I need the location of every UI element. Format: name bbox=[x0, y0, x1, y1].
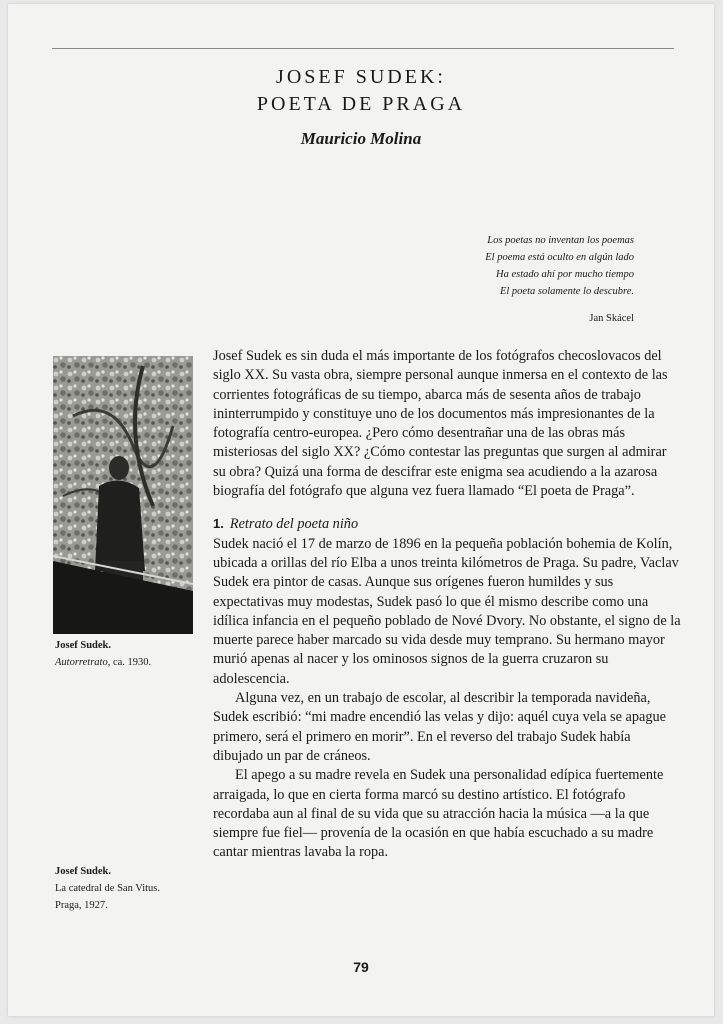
section-title: Retrato del poeta niño bbox=[229, 516, 359, 533]
epigraph-line: El poema está oculto en algún lado bbox=[485, 252, 634, 263]
caption-work-title: Autorretrato bbox=[55, 657, 108, 668]
photo-caption-2 bbox=[55, 863, 160, 914]
caption-work-title: La catedral de San Vitus. bbox=[55, 883, 161, 894]
epigraph-line: Ha estado ahí por mucho tiempo bbox=[496, 269, 634, 280]
page-number: 79 bbox=[353, 959, 369, 975]
title-line-2: POETA DE PRAGA bbox=[256, 93, 466, 115]
caption-photographer: Josef Sudek. bbox=[55, 866, 112, 877]
article-author: Mauricio Molina bbox=[300, 129, 422, 148]
self-portrait-photo bbox=[53, 356, 193, 634]
article-body bbox=[213, 347, 681, 863]
epigraph-line: Los poetas no inventan los poemas bbox=[487, 235, 634, 246]
book-page bbox=[8, 4, 714, 1016]
caption-date: , ca. 1930. bbox=[107, 657, 152, 668]
caption-place-date: Praga, 1927. bbox=[55, 900, 108, 911]
body-paragraph: El apego a su madre revela en Sudek una personalidad edípica fuertemente arraigada, lo que en cierta forma marcó su destino artístico. El fotógrafo recordaba aun al final de su vida que su atracción hacia la música —a la que siempre fue fiel— provenía de la ocasión en que había escuchado a su madre cantar mientras lavaba la ropa. bbox=[213, 767, 664, 861]
epigraph bbox=[388, 232, 634, 300]
header-rule bbox=[52, 48, 674, 49]
section-heading bbox=[213, 514, 681, 534]
epigraph-attribution: Jan Skácel bbox=[589, 313, 634, 324]
section-number: 1. bbox=[213, 516, 224, 532]
caption-photographer: Josef Sudek. bbox=[55, 640, 112, 651]
article-title bbox=[8, 64, 714, 118]
body-paragraph: Alguna vez, en un trabajo de escolar, al describir la temporada navideña, Sudek escribió: “mi madre encendió las velas y dijo: aquél cuya vela se apague primero, será el primero en morir”. En el reverso del trabajo Sudek había dibujado un par de cráneos. bbox=[213, 690, 666, 764]
intro-paragraph: Josef Sudek es sin duda el más importante de los fotógrafos checoslovacos del siglo XX. Su vasta obra, siempre personal aunque inmersa en el contexto de las corrientes fotográficas de su tiempo, abarca más de sesenta años de trabajo ininterrumpido y constituye uno de los documentos más impresionantes de la fotografía centro-europea. ¿Pero cómo desentrañar una de las obras más misteriosas del siglo XX? ¿Cómo contestar las preguntas que surgen al admirar su obra? Quizá una forma de descifrar este enigma sea acudiendo a la azarosa biografía del fotógrafo que alguna vez fuera llamado “El poeta de Praga”. bbox=[213, 348, 668, 500]
title-line-1: JOSEF SUDEK: bbox=[276, 66, 446, 88]
photo-caption-1 bbox=[55, 637, 151, 671]
epigraph-line: El poeta solamente lo descubre. bbox=[499, 286, 634, 297]
body-paragraph: Sudek nació el 17 de marzo de 1896 en la pequeña población bohemia de Kolín, ubicada a orillas del río Elba a unos treinta kilómetros de Praga. Su padre, Vaclav Sudek era pintor de casas. Aunque sus orígenes fueron humildes y sus expectativas muy modestas, Sudek pasó lo que él mismo describe como una idílica infancia en el pequeño poblado de Nové Dvory. No obstante, el signo de la muerte parece haber marcado su vida desde muy temprano. Su hermano mayor murió apenas al nacer y los ominosos signos de la guerra cruzaron su adolescencia. bbox=[213, 535, 681, 687]
caption-detail bbox=[55, 654, 151, 671]
